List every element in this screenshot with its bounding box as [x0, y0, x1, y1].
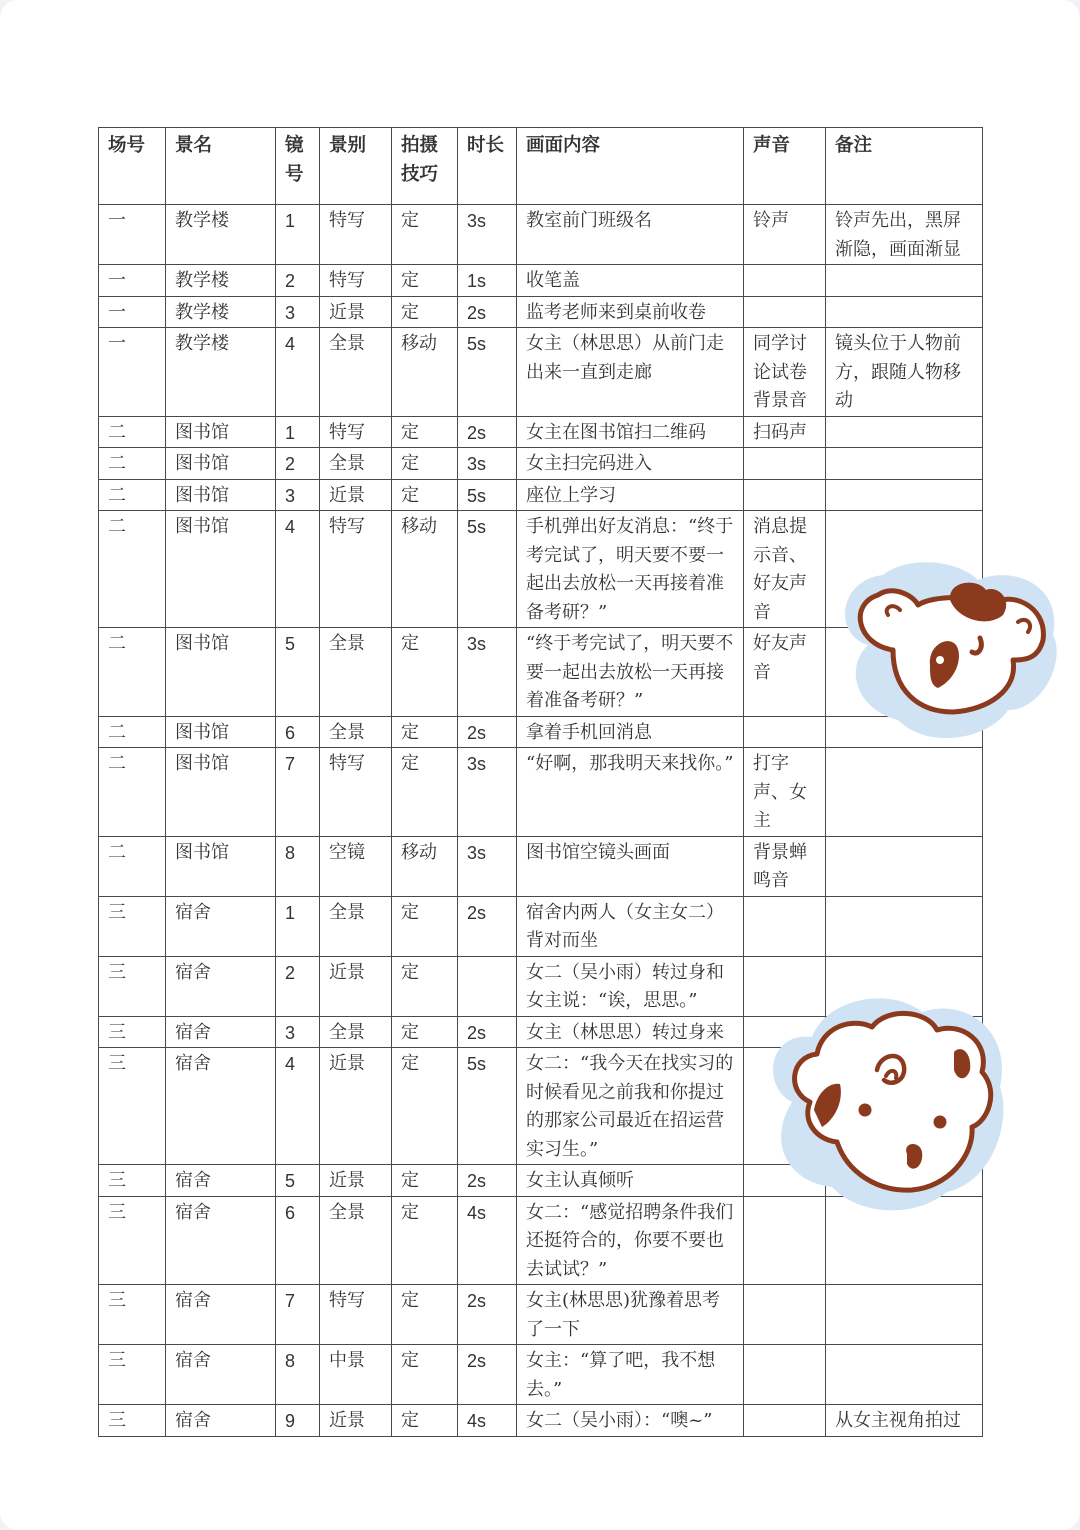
cell-scene: 二 [99, 416, 166, 448]
cell-location: 图书馆 [166, 448, 276, 480]
header-notes: 备注 [826, 128, 983, 205]
cell-shot: 6 [276, 716, 320, 748]
table-row [99, 205, 983, 265]
cell-sound: 背景蝉鸣音 [744, 836, 826, 896]
table-row [99, 479, 983, 511]
cell-scene: 一 [99, 265, 166, 297]
table-body [99, 205, 983, 1437]
cell-duration: 2s [458, 296, 517, 328]
cell-duration: 3s [458, 748, 517, 837]
table-row [99, 896, 983, 956]
header-sound: 声音 [744, 128, 826, 205]
table-row [99, 296, 983, 328]
cell-technique: 定 [392, 448, 458, 480]
cell-content: 女主在图书馆扫二维码 [517, 416, 744, 448]
cell-scene: 三 [99, 1165, 166, 1197]
cell-scene: 二 [99, 448, 166, 480]
cell-technique: 定 [392, 479, 458, 511]
cell-shot: 3 [276, 296, 320, 328]
cell-content: 女二：“感觉招聘条件我们还挺符合的，你要不要也去试试？” [517, 1196, 744, 1285]
cell-size: 近景 [320, 1405, 392, 1437]
cell-notes [826, 836, 983, 896]
cell-content: 监考老师来到桌前收卷 [517, 296, 744, 328]
cell-location: 图书馆 [166, 628, 276, 717]
cell-location: 教学楼 [166, 265, 276, 297]
cell-size: 全景 [320, 328, 392, 417]
cell-technique: 定 [392, 296, 458, 328]
cell-technique: 定 [392, 1165, 458, 1197]
cell-duration: 5s [458, 511, 517, 628]
header-shot: 镜号 [276, 128, 320, 205]
cell-sound: 消息提示音、好友声音 [744, 511, 826, 628]
cell-shot: 6 [276, 1196, 320, 1285]
cell-sound [744, 1285, 826, 1345]
cell-size: 近景 [320, 1165, 392, 1197]
cell-size: 特写 [320, 748, 392, 837]
sheep-sticker-icon [762, 992, 1012, 1217]
header-size: 景别 [320, 128, 392, 205]
cell-duration [458, 956, 517, 1016]
cell-size: 特写 [320, 416, 392, 448]
cell-size: 特写 [320, 265, 392, 297]
cell-shot: 7 [276, 1285, 320, 1345]
cell-content: “好啊，那我明天来找你。” [517, 748, 744, 837]
cell-location: 宿舍 [166, 1285, 276, 1345]
header-duration: 时长 [458, 128, 517, 205]
cell-content: “终于考完试了，明天要不要一起出去放松一天再接着准备考研？” [517, 628, 744, 717]
cell-duration: 3s [458, 836, 517, 896]
cell-size: 近景 [320, 296, 392, 328]
cell-content: 女主（林思思）转过身来 [517, 1016, 744, 1048]
cell-location: 宿舍 [166, 956, 276, 1016]
cell-content: 座位上学习 [517, 479, 744, 511]
cell-size: 全景 [320, 716, 392, 748]
cell-technique: 定 [392, 1048, 458, 1165]
cell-technique: 定 [392, 1196, 458, 1285]
table-row [99, 836, 983, 896]
cell-technique: 定 [392, 748, 458, 837]
cell-content: 女主（林思思）从前门走出来一直到走廊 [517, 328, 744, 417]
cell-scene: 三 [99, 1196, 166, 1285]
cell-sound [744, 296, 826, 328]
cell-shot: 5 [276, 628, 320, 717]
cell-scene: 二 [99, 628, 166, 717]
cell-content: 女主：“算了吧，我不想去。” [517, 1345, 744, 1405]
cell-shot: 8 [276, 1345, 320, 1405]
cell-scene: 二 [99, 748, 166, 837]
cell-technique: 移动 [392, 511, 458, 628]
cell-shot: 3 [276, 479, 320, 511]
cell-location: 宿舍 [166, 1016, 276, 1048]
cell-location: 图书馆 [166, 479, 276, 511]
cell-notes [826, 265, 983, 297]
cell-content: 收笔盖 [517, 265, 744, 297]
cell-technique: 移动 [392, 328, 458, 417]
cell-scene: 二 [99, 836, 166, 896]
cell-location: 宿舍 [166, 1345, 276, 1405]
cell-notes [826, 1285, 983, 1345]
cell-duration: 5s [458, 328, 517, 417]
cell-sound: 同学讨论试卷背景音 [744, 328, 826, 417]
cell-shot: 7 [276, 748, 320, 837]
cell-sound: 打字声、女主 [744, 748, 826, 837]
cell-sound: 铃声 [744, 205, 826, 265]
cell-technique: 定 [392, 265, 458, 297]
cell-scene: 一 [99, 205, 166, 265]
cell-size: 特写 [320, 205, 392, 265]
cell-notes [826, 896, 983, 956]
table-row [99, 448, 983, 480]
cell-location: 教学楼 [166, 296, 276, 328]
header-location: 景名 [166, 128, 276, 205]
cell-location: 宿舍 [166, 1405, 276, 1437]
cell-shot: 1 [276, 896, 320, 956]
cell-notes [826, 748, 983, 837]
cell-shot: 2 [276, 448, 320, 480]
cell-size: 中景 [320, 1345, 392, 1405]
cell-size: 全景 [320, 1196, 392, 1285]
header-technique: 拍摄技巧 [392, 128, 458, 205]
cell-shot: 4 [276, 511, 320, 628]
cell-scene: 三 [99, 1345, 166, 1405]
cell-size: 全景 [320, 448, 392, 480]
cell-scene: 三 [99, 1285, 166, 1345]
cell-content: 女二（吴小雨）：“噢~” [517, 1405, 744, 1437]
table-row [99, 416, 983, 448]
cell-location: 宿舍 [166, 896, 276, 956]
cell-technique: 移动 [392, 836, 458, 896]
table-row [99, 265, 983, 297]
cell-scene: 三 [99, 1405, 166, 1437]
cell-duration: 2s [458, 1016, 517, 1048]
table-row [99, 1405, 983, 1437]
koala-sticker-icon [838, 560, 1063, 745]
cell-shot: 3 [276, 1016, 320, 1048]
cell-content: 女主认真倾听 [517, 1165, 744, 1197]
cell-technique: 定 [392, 1405, 458, 1437]
cell-size: 特写 [320, 1285, 392, 1345]
cell-shot: 4 [276, 328, 320, 417]
table-row [99, 1345, 983, 1405]
cell-shot: 5 [276, 1165, 320, 1197]
cell-content: 手机弹出好友消息：“终于考完试了，明天要不要一起出去放松一天再接着准备考研？” [517, 511, 744, 628]
cell-sound [744, 896, 826, 956]
cell-scene: 三 [99, 1048, 166, 1165]
cell-content: 拿着手机回消息 [517, 716, 744, 748]
cell-technique: 定 [392, 628, 458, 717]
cell-duration: 3s [458, 628, 517, 717]
cell-location: 图书馆 [166, 836, 276, 896]
cell-scene: 二 [99, 511, 166, 628]
cell-sound [744, 448, 826, 480]
cell-technique: 定 [392, 416, 458, 448]
cell-duration: 1s [458, 265, 517, 297]
cell-scene: 三 [99, 956, 166, 1016]
cell-content: 女二（吴小雨）转过身和女主说：“诶，思思。” [517, 956, 744, 1016]
cell-duration: 3s [458, 448, 517, 480]
cell-notes [826, 479, 983, 511]
cell-duration: 5s [458, 1048, 517, 1165]
table-row [99, 748, 983, 837]
cell-location: 图书馆 [166, 748, 276, 837]
cell-sound: 扫码声 [744, 416, 826, 448]
cell-duration: 4s [458, 1196, 517, 1285]
cell-sound [744, 716, 826, 748]
cell-sound [744, 1345, 826, 1405]
cell-content: 宿舍内两人（女主女二）背对而坐 [517, 896, 744, 956]
cell-duration: 2s [458, 1165, 517, 1197]
cell-scene: 二 [99, 716, 166, 748]
cell-sound [744, 265, 826, 297]
cell-shot: 1 [276, 205, 320, 265]
cell-technique: 定 [392, 896, 458, 956]
cell-notes [826, 416, 983, 448]
cell-duration: 2s [458, 416, 517, 448]
cell-size: 空镜 [320, 836, 392, 896]
cell-scene: 二 [99, 479, 166, 511]
cell-shot: 8 [276, 836, 320, 896]
table-row [99, 328, 983, 417]
cell-content: 女主扫完码进入 [517, 448, 744, 480]
table-header-row [99, 128, 983, 205]
cell-sound [744, 479, 826, 511]
header-scene: 场号 [99, 128, 166, 205]
cell-size: 全景 [320, 1016, 392, 1048]
cell-shot: 9 [276, 1405, 320, 1437]
cell-scene: 一 [99, 328, 166, 417]
cell-location: 宿舍 [166, 1196, 276, 1285]
cell-size: 全景 [320, 628, 392, 717]
cell-notes: 镜头位于人物前方，跟随人物移动 [826, 328, 983, 417]
cell-content: 图书馆空镜头画面 [517, 836, 744, 896]
cell-notes [826, 296, 983, 328]
table-row [99, 1285, 983, 1345]
cell-technique: 定 [392, 956, 458, 1016]
cell-duration: 2s [458, 716, 517, 748]
cell-location: 教学楼 [166, 328, 276, 417]
cell-shot: 4 [276, 1048, 320, 1165]
cell-size: 近景 [320, 956, 392, 1016]
cell-technique: 定 [392, 1285, 458, 1345]
cell-technique: 定 [392, 1345, 458, 1405]
cell-size: 特写 [320, 511, 392, 628]
cell-content: 教室前门班级名 [517, 205, 744, 265]
cell-technique: 定 [392, 205, 458, 265]
cell-notes: 从女主视角拍过 [826, 1405, 983, 1437]
cell-shot: 1 [276, 416, 320, 448]
cell-content: 女主(林思思)犹豫着思考了一下 [517, 1285, 744, 1345]
cell-size: 近景 [320, 1048, 392, 1165]
cell-duration: 2s [458, 896, 517, 956]
cell-sound [744, 1405, 826, 1437]
storyboard-table [98, 127, 983, 1437]
cell-scene: 三 [99, 1016, 166, 1048]
cell-duration: 5s [458, 479, 517, 511]
cell-scene: 三 [99, 896, 166, 956]
cell-location: 图书馆 [166, 416, 276, 448]
cell-duration: 2s [458, 1345, 517, 1405]
cell-technique: 定 [392, 1016, 458, 1048]
cell-shot: 2 [276, 956, 320, 1016]
cell-location: 图书馆 [166, 511, 276, 628]
cell-size: 近景 [320, 479, 392, 511]
header-content: 画面内容 [517, 128, 744, 205]
cell-notes [826, 1345, 983, 1405]
cell-notes: 铃声先出，黑屏渐隐，画面渐显 [826, 205, 983, 265]
cell-scene: 一 [99, 296, 166, 328]
cell-duration: 2s [458, 1285, 517, 1345]
cell-content: 女二：“我今天在找实习的时候看见之前我和你提过的那家公司最近在招运营实习生。” [517, 1048, 744, 1165]
cell-size: 全景 [320, 896, 392, 956]
cell-shot: 2 [276, 265, 320, 297]
cell-location: 宿舍 [166, 1165, 276, 1197]
cell-duration: 4s [458, 1405, 517, 1437]
cell-notes [826, 448, 983, 480]
cell-location: 图书馆 [166, 716, 276, 748]
cell-location: 教学楼 [166, 205, 276, 265]
cell-sound: 好友声音 [744, 628, 826, 717]
cell-location: 宿舍 [166, 1048, 276, 1165]
cell-duration: 3s [458, 205, 517, 265]
cell-technique: 定 [392, 716, 458, 748]
